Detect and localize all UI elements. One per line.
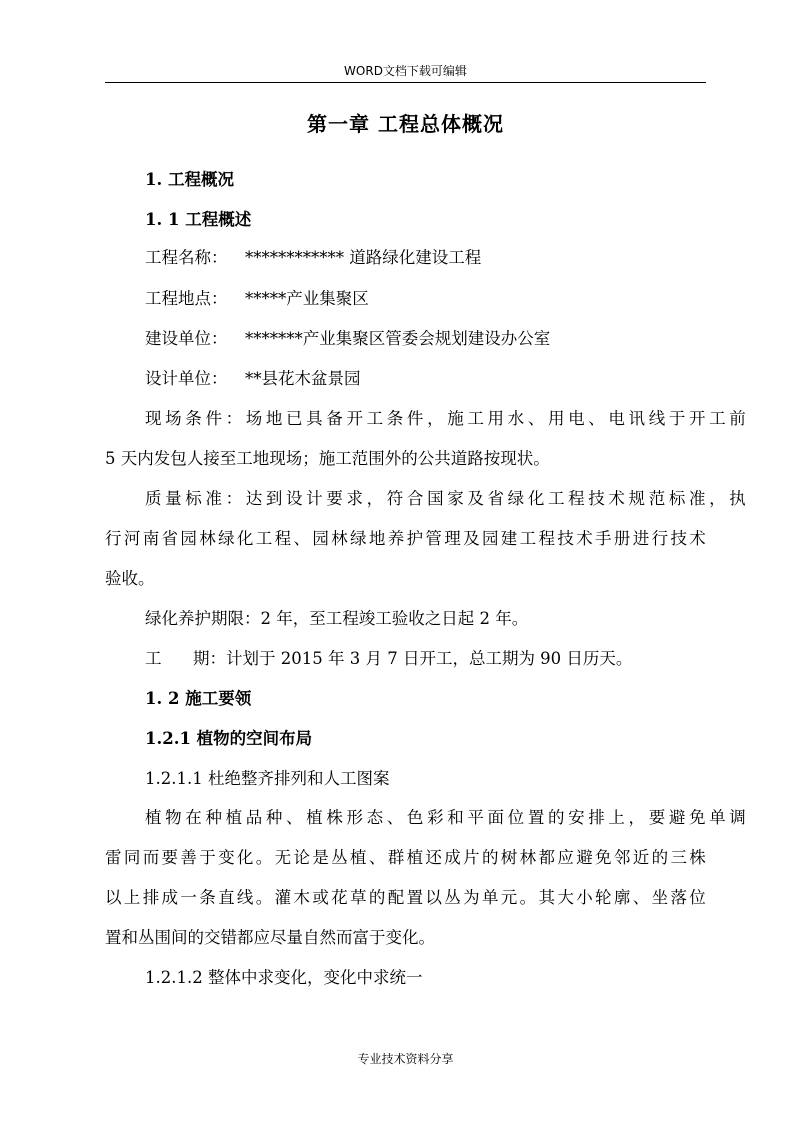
project-name-label: 工程名称： [145, 248, 228, 267]
paragraph-line-2: 雷同而要善于变化。无论是丛植、群植还成片的树林都应避免邻近的三株 [105, 848, 706, 867]
builder-label: 建设单位： [145, 329, 228, 348]
section-heading-1: 1. 工程概况 [145, 170, 234, 189]
page-header: WORD文档下载可编辑 [344, 64, 467, 78]
section-heading-1-2: 1. 2 施工要领 [145, 689, 252, 708]
section-heading-1-1: 1. 1 工程概述 [145, 210, 252, 229]
section-heading-1-2-1-1: 1.2.1.1 杜绝整齐排列和人工图案 [145, 769, 390, 788]
paragraph-line-3: 以上排成一条直线。灌木或花草的配置以丛为单元。其大小轮廓、坐落位 [105, 888, 706, 907]
project-location-value: *****产业集聚区 [245, 289, 369, 308]
designer-row [105, 367, 746, 391]
construction-period-value: 计划于 2015 年 3 月 7 日开工，总工期为 90 日历天。 [225, 649, 633, 668]
quality-standard-line-1: 质量标准：达到设计要求，符合国家及省绿化工程技术规范标准，执 [145, 489, 746, 508]
designer-value: **县花木盆景园 [245, 369, 361, 388]
builder-value: *******产业集聚区管委会规划建设办公室 [245, 329, 551, 348]
page-footer: 专业技术资料分享 [357, 1052, 454, 1066]
maintenance-period: 绿化养护期限：2 年，至工程竣工验收之日起 2 年。 [145, 609, 529, 628]
project-location-label: 工程地点： [145, 289, 228, 308]
quality-standard-line-2: 行河南省园林绿化工程、园林绿地养护管理及园建工程技术手册进行技术 [105, 529, 706, 548]
site-conditions-line-1: 现场条件：场地已具备开工条件，施工用水、用电、电讯线于开工前 [145, 409, 746, 428]
paragraph-line-4: 置和丛围间的交错都应尽量自然而富于变化。 [105, 928, 435, 947]
construction-period-label: 工 期： [145, 649, 226, 668]
designer-label: 设计单位： [145, 369, 228, 388]
quality-standard-line-3: 验收。 [105, 569, 155, 588]
construction-period-row [105, 647, 746, 671]
project-location-row [105, 287, 746, 311]
project-name-row [105, 246, 746, 270]
chapter-title: 第一章 工程总体概况 [307, 112, 504, 136]
header-rule [105, 82, 706, 83]
section-heading-1-2-1: 1.2.1 植物的空间布局 [145, 729, 313, 748]
paragraph-line-1: 植物在种植品种、植株形态、色彩和平面位置的安排上，要避免单调 [145, 808, 746, 827]
section-heading-1-2-1-2: 1.2.1.2 整体中求变化，变化中求统一 [145, 968, 423, 987]
site-conditions-line-2: 5 天内发包人接至工地现场；施工范围外的公共道路按现状。 [105, 449, 550, 468]
builder-row [105, 327, 746, 351]
project-name-value: ************ 道路绿化建设工程 [245, 248, 482, 267]
